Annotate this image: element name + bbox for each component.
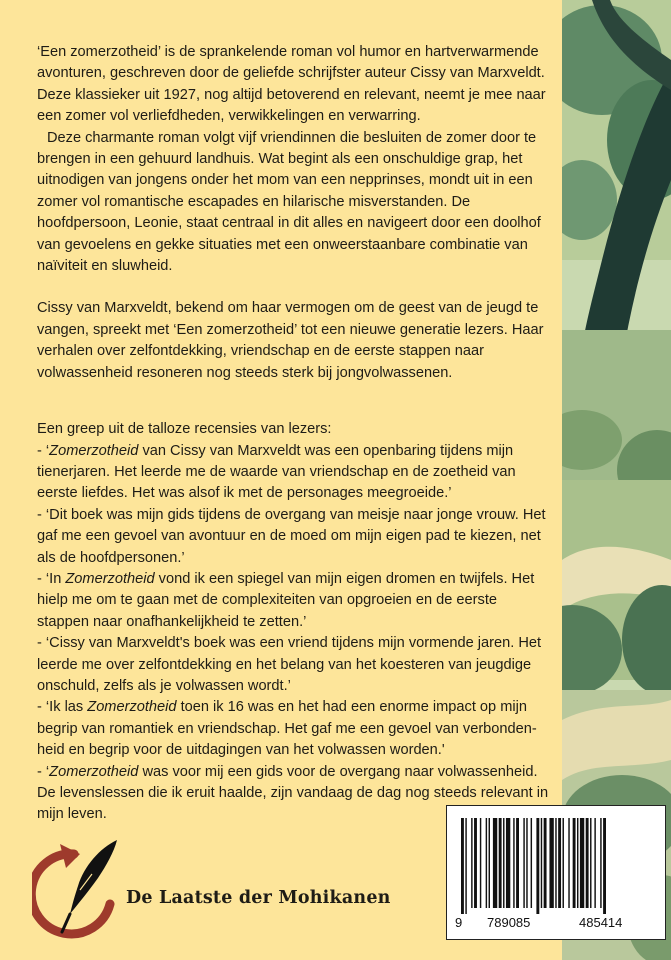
isbn-right-group: 485414 [579,915,623,930]
blurb-text [37,42,552,826]
blurb-paragraph-3: Cissy van Marxveldt, bekend om haar vermogen om de geest van de jeugd te vangen, spreekt met ‘Een zomerzotheid’ tot een nieuwe generatie lezers. Haar verhalen over zelfontdekking, vriendschap en de eerste stappen naar volwassenheid resoneren nog steeds sterk bij jongvolwassenen. [37,300,544,381]
publisher-name: De Laatste der Mohikanen [126,888,391,908]
isbn-number [455,915,659,930]
isbn-left-group: 789085 [487,915,531,930]
review-2: - ‘Dit boek was mijn gids tijdens de overgang van meisje naar jonge vrouw. Het gaf me een gevoel van avontuur en de moed om mijn eigen pad te kiezen, net als de hoofdpersonen.’ [37,506,546,566]
blurb-paragraph-1: ‘Een zomerzotheid’ is de sprankelende roman vol humor en hartverwarmende avonturen, geschreven door de geliefde schrijfster auteur Cissy van Marxveldt. Deze klassieker uit 1927, nog altijd betoverend en relevant, neemt je mee naar een zomer vol verliefdheden, verwikkelingen en verwarring. [37,44,546,125]
review-4: - ‘Cissy van Marxveldt's boek was een vriend tijdens mijn vormende jaren. Het leerde me over zelfontdekking en het belang van het koesteren van jeugdige onschuld, zelfs als je volwassen wordt.’ [37,635,542,694]
review-6: - ‘Zomerzotheid was voor mij een gids voor de overgang naar volwassenheid. De levenslessen die ik eruit haalde, zijn vandaag de dag nog steeds relevant in mijn leven. [37,763,549,823]
review-3: - ‘In Zomerzotheid vond ik een spiegel van mijn eigen dromen en twijfels. Het hielp me om te gaan met de complexiteiten van opgroeien en de eerste stappen naar onafhankelijkheid te zetten.’ [37,570,535,630]
isbn-barcode [446,805,666,940]
quill-feather-circular-arrow-icon [32,834,132,944]
blurb-paragraph-2: Deze charmante roman volgt vijf vriendinnen die besluiten de zomer door te brengen in een gehuurd landhuis. Wat begint als een onschuldige grap, het uitnodigen van jongens onder het mom van een nepprinses, mondt uit in een zomer vol romantische escapades en hilarische misverstanden. De hoofdpersoon, Leonie, staat centraal in dit alles en navigeert door een doolhof van gevoelens en gekke situaties met een onweerstaanbare combinatie van naïviteit en sluwheid. [37,129,541,275]
reviews-intro: Een greep uit de talloze recensies van lezers: [37,421,332,438]
isbn-first-digit: 9 [455,915,463,930]
review-5: - ‘Ik las Zomerzotheid toen ik 16 was en het had een enorme impact op mijn begrip van romantiek en vriendschap. Het gaf me een gevoel van verbonden-heid en begrip voor de uitdagingen van het volwassen worden.' [37,699,537,759]
barcode-bars [461,818,651,914]
review-1: - ‘Zomerzotheid van Cissy van Marxveldt was een openbaring tijdens mijn tienerjaren. Het leerde me de waarde van vriendschap en de zoetheid van eerste liefdes. Het was alsof ik met de personages meegroeide.’ [37,442,516,502]
